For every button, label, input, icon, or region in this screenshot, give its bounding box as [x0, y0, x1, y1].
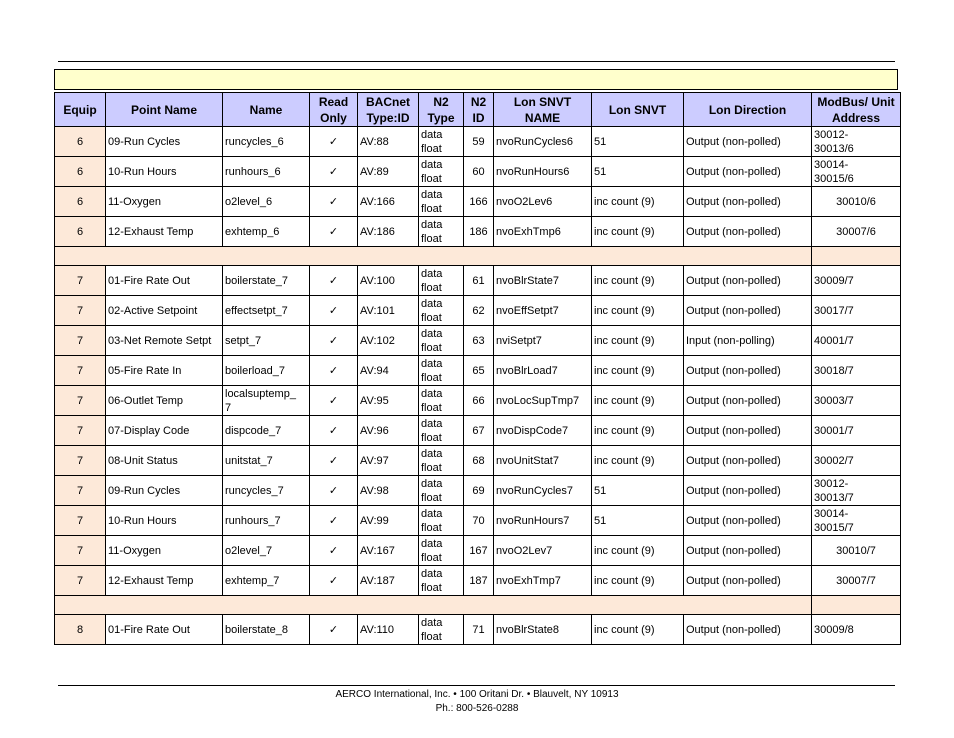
cell-lon-snvt: 51: [592, 506, 684, 536]
cell-equip: 7: [55, 266, 106, 296]
cell-lon-direction: Output (non-polled): [684, 536, 812, 566]
cell-n2-type: [419, 506, 464, 536]
cell-point-name: 06-Outlet Temp: [106, 386, 223, 416]
table-row: [55, 217, 901, 247]
n2-type-line-1: data: [421, 188, 443, 201]
table-title-band: [54, 69, 898, 90]
cell-modbus-address: 30010/6: [812, 187, 901, 217]
group-separator-row: [55, 247, 901, 266]
cell-lon-snvt-name: nvoBlrState7: [494, 266, 592, 296]
cell-equip: 7: [55, 506, 106, 536]
cell-modbus-address: 30007/7: [812, 566, 901, 596]
cell-n2-type: [419, 386, 464, 416]
table-row: [55, 566, 901, 596]
cell-read-only-check: ✓: [310, 476, 358, 506]
cell-lon-snvt-name: nvoEffSetpt7: [494, 296, 592, 326]
cell-n2-id: 67: [464, 416, 494, 446]
cell-read-only-check: ✓: [310, 157, 358, 187]
cell-point-name: 01-Fire Rate Out: [106, 266, 223, 296]
cell-lon-snvt: 51: [592, 157, 684, 187]
cell-n2-type: [419, 266, 464, 296]
cell-modbus-address: 30010/7: [812, 536, 901, 566]
cell-bacnet-id: AV:100: [358, 266, 419, 296]
cell-read-only-check: ✓: [310, 446, 358, 476]
cell-bacnet-id: AV:89: [358, 157, 419, 187]
n2-type-line-2: float: [421, 461, 442, 474]
cell-lon-snvt: 51: [592, 127, 684, 157]
separator-cell: [55, 596, 812, 615]
cell-modbus-address: 30003/7: [812, 386, 901, 416]
cell-point-name: 05-Fire Rate In: [106, 356, 223, 386]
cell-name: localsuptemp_ 7: [223, 386, 310, 416]
cell-n2-id: 68: [464, 446, 494, 476]
table-row: [55, 615, 901, 645]
cell-n2-id: 69: [464, 476, 494, 506]
n2-type-line-1: data: [421, 128, 443, 141]
cell-lon-direction: Output (non-polled): [684, 386, 812, 416]
cell-name: runcycles_7: [223, 476, 310, 506]
n2-type-line-2: float: [421, 202, 442, 215]
separator-cell: [55, 247, 812, 266]
col-header-n2-type: N2 Type: [419, 93, 464, 127]
cell-lon-direction: Output (non-polled): [684, 416, 812, 446]
cell-modbus-address: 30012- 30013/6: [812, 127, 901, 157]
cell-point-name: 08-Unit Status: [106, 446, 223, 476]
cell-read-only-check: ✓: [310, 127, 358, 157]
col-header-point-name: Point Name: [106, 93, 223, 127]
n2-type-line-1: data: [421, 327, 443, 340]
cell-read-only-check: ✓: [310, 386, 358, 416]
n2-type-line-1: data: [421, 477, 443, 490]
n2-type-line-2: float: [421, 232, 442, 245]
cell-equip: 7: [55, 446, 106, 476]
cell-bacnet-id: AV:88: [358, 127, 419, 157]
cell-modbus-address: 30012- 30013/7: [812, 476, 901, 506]
cell-read-only-check: ✓: [310, 416, 358, 446]
col-header-lon-direction: Lon Direction: [684, 93, 812, 127]
n2-type-line-1: data: [421, 616, 443, 629]
n2-type-line-2: float: [421, 581, 442, 594]
cell-point-name: 02-Active Setpoint: [106, 296, 223, 326]
cell-lon-direction: Output (non-polled): [684, 566, 812, 596]
cell-lon-snvt: 51: [592, 476, 684, 506]
cell-equip: 7: [55, 356, 106, 386]
cell-bacnet-id: AV:167: [358, 536, 419, 566]
cell-bacnet-id: AV:186: [358, 217, 419, 247]
col-header-equip: Equip: [55, 93, 106, 127]
cell-modbus-address: 30007/6: [812, 217, 901, 247]
cell-n2-type: [419, 566, 464, 596]
cell-n2-id: 186: [464, 217, 494, 247]
cell-bacnet-id: AV:95: [358, 386, 419, 416]
cell-bacnet-id: AV:166: [358, 187, 419, 217]
cell-name: o2level_6: [223, 187, 310, 217]
col-header-n2-id: N2 ID: [464, 93, 494, 127]
n2-type-line-2: float: [421, 630, 442, 643]
n2-type-line-1: data: [421, 297, 443, 310]
cell-bacnet-id: AV:110: [358, 615, 419, 645]
cell-point-name: 11-Oxygen: [106, 536, 223, 566]
cell-lon-snvt-name: nvoRunHours6: [494, 157, 592, 187]
col-header-bacnet: BACnet Type:ID: [358, 93, 419, 127]
cell-lon-direction: Input (non-polling): [684, 326, 812, 356]
n2-type-line-2: float: [421, 371, 442, 384]
cell-lon-snvt: inc count (9): [592, 566, 684, 596]
cell-lon-snvt-name: nvoRunHours7: [494, 506, 592, 536]
cell-name: dispcode_7: [223, 416, 310, 446]
table-row: [55, 157, 901, 187]
cell-point-name: 12-Exhaust Temp: [106, 566, 223, 596]
cell-n2-type: [419, 217, 464, 247]
cell-n2-type: [419, 326, 464, 356]
cell-lon-snvt-name: nvoUnitStat7: [494, 446, 592, 476]
cell-point-name: 10-Run Hours: [106, 506, 223, 536]
cell-read-only-check: ✓: [310, 187, 358, 217]
cell-read-only-check: ✓: [310, 266, 358, 296]
cell-name: unitstat_7: [223, 446, 310, 476]
n2-type-line-1: data: [421, 567, 443, 580]
cell-equip: 7: [55, 416, 106, 446]
cell-modbus-address: 30001/7: [812, 416, 901, 446]
cell-n2-id: 59: [464, 127, 494, 157]
n2-type-line-1: data: [421, 267, 443, 280]
cell-n2-type: [419, 157, 464, 187]
cell-lon-snvt: inc count (9): [592, 326, 684, 356]
table-body: [55, 127, 901, 645]
cell-n2-id: 63: [464, 326, 494, 356]
n2-type-line-1: data: [421, 417, 443, 430]
cell-equip: 8: [55, 615, 106, 645]
cell-name: runcycles_6: [223, 127, 310, 157]
cell-n2-type: [419, 446, 464, 476]
cell-equip: 7: [55, 566, 106, 596]
cell-read-only-check: ✓: [310, 296, 358, 326]
n2-type-line-2: float: [421, 142, 442, 155]
separator-cell: [812, 596, 901, 615]
cell-name: boilerload_7: [223, 356, 310, 386]
cell-point-name: 07-Display Code: [106, 416, 223, 446]
table-header-row: [55, 93, 901, 127]
cell-n2-type: [419, 187, 464, 217]
cell-equip: 7: [55, 476, 106, 506]
col-header-lon-snvt: Lon SNVT: [592, 93, 684, 127]
cell-lon-direction: Output (non-polled): [684, 615, 812, 645]
cell-n2-type: [419, 296, 464, 326]
n2-type-line-2: float: [421, 341, 442, 354]
n2-type-line-1: data: [421, 537, 443, 550]
n2-type-line-2: float: [421, 431, 442, 444]
cell-n2-id: 60: [464, 157, 494, 187]
cell-point-name: 10-Run Hours: [106, 157, 223, 187]
cell-lon-direction: Output (non-polled): [684, 506, 812, 536]
cell-lon-snvt: inc count (9): [592, 536, 684, 566]
cell-name: exhtemp_7: [223, 566, 310, 596]
cell-name: o2level_7: [223, 536, 310, 566]
cell-point-name: 01-Fire Rate Out: [106, 615, 223, 645]
cell-equip: 7: [55, 386, 106, 416]
cell-read-only-check: ✓: [310, 217, 358, 247]
cell-lon-snvt: inc count (9): [592, 266, 684, 296]
cell-point-name: 09-Run Cycles: [106, 476, 223, 506]
cell-n2-id: 70: [464, 506, 494, 536]
cell-modbus-address: 30018/7: [812, 356, 901, 386]
cell-n2-id: 71: [464, 615, 494, 645]
cell-lon-direction: Output (non-polled): [684, 296, 812, 326]
cell-n2-type: [419, 356, 464, 386]
cell-n2-type: [419, 536, 464, 566]
table-row: [55, 476, 901, 506]
cell-lon-snvt-name: nviSetpt7: [494, 326, 592, 356]
footer-address: AERCO International, Inc. • 100 Oritani Dr. • Blauvelt, NY 10913: [335, 689, 619, 700]
cell-point-name: 12-Exhaust Temp: [106, 217, 223, 247]
cell-name: runhours_6: [223, 157, 310, 187]
cell-lon-snvt-name: nvoO2Lev6: [494, 187, 592, 217]
cell-bacnet-id: AV:102: [358, 326, 419, 356]
table-row: [55, 296, 901, 326]
n2-type-line-1: data: [421, 158, 443, 171]
cell-name: runhours_7: [223, 506, 310, 536]
cell-lon-snvt-name: nvoO2Lev7: [494, 536, 592, 566]
n2-type-line-1: data: [421, 357, 443, 370]
table-row: [55, 506, 901, 536]
n2-type-line-2: float: [421, 551, 442, 564]
cell-point-name: 09-Run Cycles: [106, 127, 223, 157]
cell-equip: 7: [55, 296, 106, 326]
cell-bacnet-id: AV:101: [358, 296, 419, 326]
cell-point-name: 03-Net Remote Setpt: [106, 326, 223, 356]
cell-n2-type: [419, 127, 464, 157]
n2-type-line-2: float: [421, 311, 442, 324]
table-row: [55, 266, 901, 296]
cell-lon-snvt-name: nvoRunCycles7: [494, 476, 592, 506]
cell-modbus-address: 30009/8: [812, 615, 901, 645]
cell-modbus-address: 30002/7: [812, 446, 901, 476]
cell-n2-id: 65: [464, 356, 494, 386]
cell-lon-snvt: inc count (9): [592, 615, 684, 645]
cell-lon-snvt: inc count (9): [592, 446, 684, 476]
cell-lon-snvt-name: nvoExhTmp6: [494, 217, 592, 247]
cell-read-only-check: ✓: [310, 356, 358, 386]
cell-lon-direction: Output (non-polled): [684, 356, 812, 386]
n2-type-line-2: float: [421, 401, 442, 414]
cell-n2-id: 187: [464, 566, 494, 596]
cell-name: exhtemp_6: [223, 217, 310, 247]
cell-n2-id: 166: [464, 187, 494, 217]
cell-lon-direction: Output (non-polled): [684, 446, 812, 476]
table-row: [55, 536, 901, 566]
footer-phone: Ph.: 800-526-0288: [435, 703, 519, 714]
separator-cell: [812, 247, 901, 266]
cell-modbus-address: 40001/7: [812, 326, 901, 356]
table-row: [55, 356, 901, 386]
cell-bacnet-id: AV:97: [358, 446, 419, 476]
cell-equip: 7: [55, 326, 106, 356]
cell-bacnet-id: AV:98: [358, 476, 419, 506]
cell-lon-direction: Output (non-polled): [684, 266, 812, 296]
cell-equip: 6: [55, 187, 106, 217]
cell-modbus-address: 30009/7: [812, 266, 901, 296]
n2-type-line-2: float: [421, 281, 442, 294]
table-row: [55, 416, 901, 446]
group-separator-row: [55, 596, 901, 615]
n2-type-line-1: data: [421, 447, 443, 460]
cell-name: effectsetpt_7: [223, 296, 310, 326]
table-row: [55, 326, 901, 356]
cell-lon-direction: Output (non-polled): [684, 187, 812, 217]
table-row: [55, 127, 901, 157]
cell-modbus-address: 30014- 30015/7: [812, 506, 901, 536]
n2-type-line-2: float: [421, 172, 442, 185]
n2-type-line-1: data: [421, 218, 443, 231]
cell-n2-type: [419, 615, 464, 645]
cell-lon-snvt-name: nvoDispCode7: [494, 416, 592, 446]
cell-lon-snvt: inc count (9): [592, 416, 684, 446]
header-rule: [58, 61, 895, 62]
col-header-lon-snvt-name: Lon SNVT NAME: [494, 93, 592, 127]
cell-lon-snvt: inc count (9): [592, 386, 684, 416]
n2-type-line-2: float: [421, 491, 442, 504]
cell-name: boilerstate_8: [223, 615, 310, 645]
cell-lon-snvt-name: nvoLocSupTmp7: [494, 386, 592, 416]
cell-bacnet-id: AV:187: [358, 566, 419, 596]
table-row: [55, 446, 901, 476]
cell-bacnet-id: AV:99: [358, 506, 419, 536]
table-row: [55, 386, 901, 416]
n2-type-line-1: data: [421, 507, 443, 520]
cell-lon-direction: Output (non-polled): [684, 157, 812, 187]
cell-lon-direction: Output (non-polled): [684, 127, 812, 157]
cell-read-only-check: ✓: [310, 536, 358, 566]
cell-read-only-check: ✓: [310, 506, 358, 536]
cell-lon-snvt: inc count (9): [592, 187, 684, 217]
cell-lon-snvt-name: nvoBlrState8: [494, 615, 592, 645]
n2-type-line-1: data: [421, 387, 443, 400]
footer-rule: [58, 685, 895, 686]
cell-modbus-address: 30014- 30015/6: [812, 157, 901, 187]
cell-modbus-address: 30017/7: [812, 296, 901, 326]
cell-n2-id: 61: [464, 266, 494, 296]
cell-lon-snvt-name: nvoRunCycles6: [494, 127, 592, 157]
cell-equip: 6: [55, 127, 106, 157]
cell-lon-snvt: inc count (9): [592, 296, 684, 326]
cell-read-only-check: ✓: [310, 615, 358, 645]
cell-read-only-check: ✓: [310, 566, 358, 596]
cell-equip: 7: [55, 536, 106, 566]
cell-name: setpt_7: [223, 326, 310, 356]
cell-lon-snvt-name: nvoExhTmp7: [494, 566, 592, 596]
cell-lon-direction: Output (non-polled): [684, 476, 812, 506]
cell-lon-snvt-name: nvoBlrLoad7: [494, 356, 592, 386]
cell-n2-id: 62: [464, 296, 494, 326]
col-header-name: Name: [223, 93, 310, 127]
cell-lon-direction: Output (non-polled): [684, 217, 812, 247]
cell-equip: 6: [55, 157, 106, 187]
cell-equip: 6: [55, 217, 106, 247]
table-row: [55, 187, 901, 217]
cell-n2-id: 167: [464, 536, 494, 566]
cell-n2-type: [419, 416, 464, 446]
cell-bacnet-id: AV:96: [358, 416, 419, 446]
cell-lon-snvt: inc count (9): [592, 356, 684, 386]
cell-n2-id: 66: [464, 386, 494, 416]
cell-n2-type: [419, 476, 464, 506]
cell-bacnet-id: AV:94: [358, 356, 419, 386]
cell-lon-snvt: inc count (9): [592, 217, 684, 247]
points-table: [54, 92, 901, 645]
col-header-read-only: Read Only: [310, 93, 358, 127]
col-header-modbus: ModBus/ Unit Address: [812, 93, 901, 127]
n2-type-line-2: float: [421, 521, 442, 534]
cell-read-only-check: ✓: [310, 326, 358, 356]
cell-name: boilerstate_7: [223, 266, 310, 296]
cell-point-name: 11-Oxygen: [106, 187, 223, 217]
